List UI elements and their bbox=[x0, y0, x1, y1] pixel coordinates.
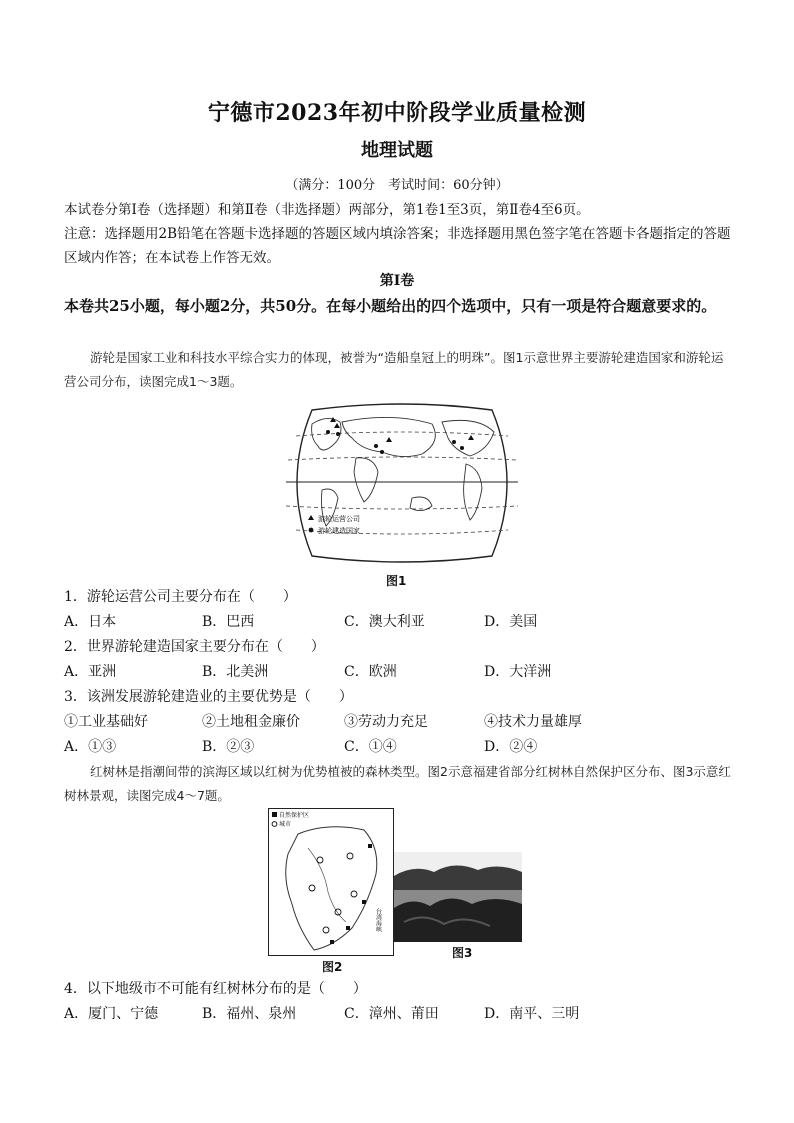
exam-subject: 地理试题 bbox=[361, 140, 433, 161]
legend-company: 游轮运营公司 bbox=[318, 515, 360, 523]
figure2-caption: 图2 bbox=[322, 960, 343, 974]
dot-marker-icon bbox=[309, 528, 314, 533]
legend bbox=[308, 514, 360, 535]
legend-reserve: 自然保护区 bbox=[279, 812, 310, 819]
question-3-statement-1: ①工业基础好 bbox=[64, 714, 148, 730]
question-1-option-d[interactable]: D．美国 bbox=[484, 614, 538, 630]
question-4-option-d[interactable]: D．南平、三明 bbox=[484, 1006, 580, 1022]
question-3-statement-3: ③劳动力充足 bbox=[344, 714, 428, 730]
question-3-statement-2: ②土地租金廉价 bbox=[202, 714, 300, 730]
part1-heading: 第Ⅰ卷 bbox=[379, 273, 415, 289]
question-4-stem: 4．以下地级市不可能有红树林分布的是（ ） bbox=[64, 981, 367, 997]
question-3-statement-4: ④技术力量雄厚 bbox=[484, 714, 582, 730]
question-4-option-b[interactable]: B．福州、泉州 bbox=[202, 1006, 297, 1022]
question-3-stem: 3．该洲发展游轮建造业的主要优势是（ ） bbox=[64, 689, 353, 705]
strait-label: 台湾海峡 bbox=[374, 908, 382, 932]
question-1-stem: 1．游轮运营公司主要分布在（ ） bbox=[64, 589, 297, 605]
figure3-caption: 图3 bbox=[452, 946, 473, 960]
question-2-option-d[interactable]: D．大洋洲 bbox=[484, 664, 552, 680]
exam-meta: （满分：100分 考试时间：60分钟） bbox=[285, 178, 509, 193]
question-3-option-c[interactable]: C．①④ bbox=[344, 739, 397, 755]
question-2-option-b[interactable]: B．北美洲 bbox=[202, 664, 269, 680]
map-outline bbox=[297, 404, 507, 562]
question-4-option-c[interactable]: C．漳州、莆田 bbox=[344, 1006, 439, 1022]
map-markers bbox=[326, 417, 474, 454]
material1-text: 游轮是国家工业和科技水平综合实力的体现，被誉为“造船皇冠上的明珠”。图1示意世界主要游轮建造国家和游轮运营公司分布，读图完成1～3题。 bbox=[64, 350, 724, 389]
exam-intro: 本试卷分第Ⅰ卷（选择题）和第Ⅱ卷（非选择题）两部分，第1卷1至3页，第Ⅱ卷4至6页。 bbox=[64, 202, 590, 218]
question-2-stem: 2．世界游轮建造国家主要分布在（ ） bbox=[64, 639, 325, 655]
question-2-option-a[interactable]: A．亚洲 bbox=[64, 664, 117, 680]
triangle-marker-icon bbox=[308, 515, 314, 520]
question-3-option-d[interactable]: D．②④ bbox=[484, 739, 538, 755]
material2-text: 红树林是指潮间带的滨海区域以红树为优势植被的森林类型。图2示意福建省部分红树林自然保护区分布、图3示意红树林景观，读图完成4～7题。 bbox=[64, 764, 731, 803]
legend-builder: 游轮建造国家 bbox=[318, 527, 360, 535]
question-3-option-a[interactable]: A．①③ bbox=[64, 739, 117, 755]
question-1-option-b[interactable]: B．巴西 bbox=[202, 614, 255, 630]
reserve-marker-icon bbox=[272, 812, 277, 817]
figure1-caption: 图1 bbox=[386, 574, 407, 588]
exam-notice: 注意：选择题用2B铅笔在答题卡选择题的答题区域内填涂答案；非选择题用黑色签字笔在答题卡各题指定的答题区域内作答；在本试卷上作答无效。 bbox=[64, 226, 731, 266]
exam-title: 宁德市2023年初中阶段学业质量检测 bbox=[207, 100, 587, 126]
question-4-option-a[interactable]: A．厦门、宁德 bbox=[64, 1006, 159, 1022]
question-2-option-c[interactable]: C．欧洲 bbox=[344, 664, 397, 680]
question-3-option-b[interactable]: B．②③ bbox=[202, 739, 255, 755]
part1-instructions: 本卷共25小题，每小题2分，共50分。在每小题给出的四个选项中，只有一项是符合题意要求的。 bbox=[64, 297, 717, 315]
mangrove-photo-figure bbox=[394, 852, 522, 942]
legend-city: 城市 bbox=[279, 821, 292, 828]
fujian-map-figure bbox=[268, 808, 394, 956]
question-1-option-a[interactable]: A．日本 bbox=[64, 614, 117, 630]
question-1-option-c[interactable]: C．澳大利亚 bbox=[344, 614, 425, 630]
world-map-figure bbox=[282, 402, 522, 568]
